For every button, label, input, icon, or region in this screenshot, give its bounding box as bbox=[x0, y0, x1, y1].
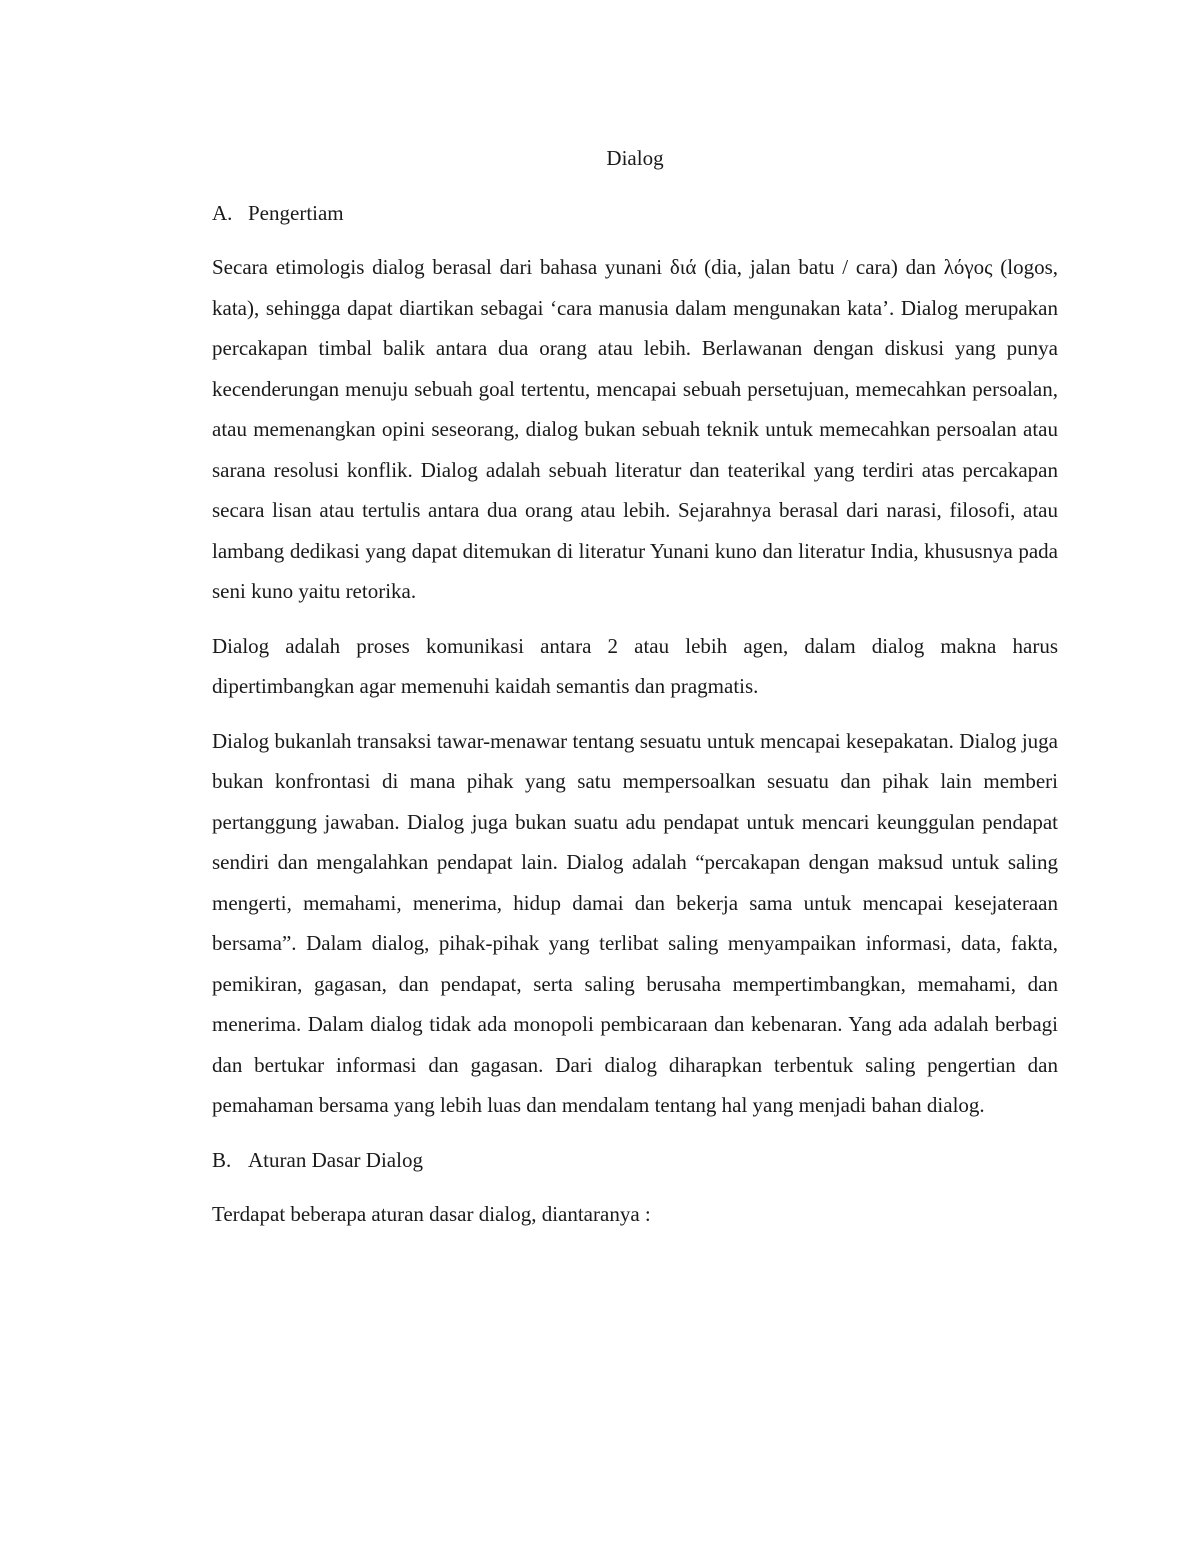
paragraph-rules-intro: Terdapat beberapa aturan dasar dialog, diantaranya : bbox=[212, 1202, 651, 1226]
document-title: Dialog bbox=[606, 146, 664, 170]
section-a-title: Pengertiam bbox=[248, 200, 344, 225]
section-b-marker: B. bbox=[212, 1147, 232, 1172]
paragraph-etymology: Secara etimologis dialog berasal dari bahasa yunani διά (dia, jalan batu / cara) dan λόγος (logos, kata), sehingga dapat diartikan sebagai ‘cara manusia dalam mengunakan kata’. Dialog merupakan percakapan timbal balik antara dua orang atau lebih. Berlawanan dengan diskusi yang punya kecenderungan menuju sebuah goal tertentu, mencapai sebuah persetujuan, memecahkan persoalan, atau memenangkan opini seseorang, dialog bukan sebuah teknik untuk memecahkan persoalan atau sarana resolusi konflik. Dialog adalah sebuah literatur dan teaterikal yang terdiri atas percakapan secara lisan atau tertulis antara dua orang atau lebih. Sejarahnya berasal dari narasi, filosofi, atau lambang dedikasi yang dapat ditemukan di literatur Yunani kuno dan literatur India, khususnya pada seni kuno yaitu retorika. bbox=[212, 255, 1058, 603]
section-a-marker: A. bbox=[212, 200, 233, 225]
paragraph-communication-process: Dialog adalah proses komunikasi antara 2 atau lebih agen, dalam dialog makna harus dipertimbangkan agar memenuhi kaidah semantis dan pragmatis. bbox=[212, 633, 1058, 698]
document-page bbox=[212, 138, 1058, 1249]
section-b-title: Aturan Dasar Dialog bbox=[248, 1147, 423, 1172]
section-a-heading bbox=[212, 193, 1058, 234]
paragraph-dialog-nature: Dialog bukanlah transaksi tawar-menawar tentang sesuatu untuk mencapai kesepakatan. Dialog juga bukan konfrontasi di mana pihak yang satu mempersoalkan sesuatu dan pihak lain memberi pertanggung jawaban. Dialog juga bukan suatu adu pendapat untuk mencari keunggulan pendapat sendiri dan mengalahkan pendapat lain. Dialog adalah “percakapan dengan maksud untuk saling mengerti, memahami, menerima, hidup damai dan bekerja sama untuk mencapai kesejateraan bersama”. Dalam dialog, pihak-pihak yang terlibat saling menyampaikan informasi, data, fakta, pemikiran, gagasan, dan pendapat, serta saling berusaha mempertimbangkan, memahami, dan menerima. Dalam dialog tidak ada monopoli pembicaraan dan kebenaran. Yang ada adalah berbagi dan bertukar informasi dan gagasan. Dari dialog diharapkan terbentuk saling pengertian dan pemahaman bersama yang lebih luas dan mendalam tentang hal yang menjadi bahan dialog. bbox=[212, 728, 1058, 1117]
section-b-heading bbox=[212, 1140, 1058, 1181]
